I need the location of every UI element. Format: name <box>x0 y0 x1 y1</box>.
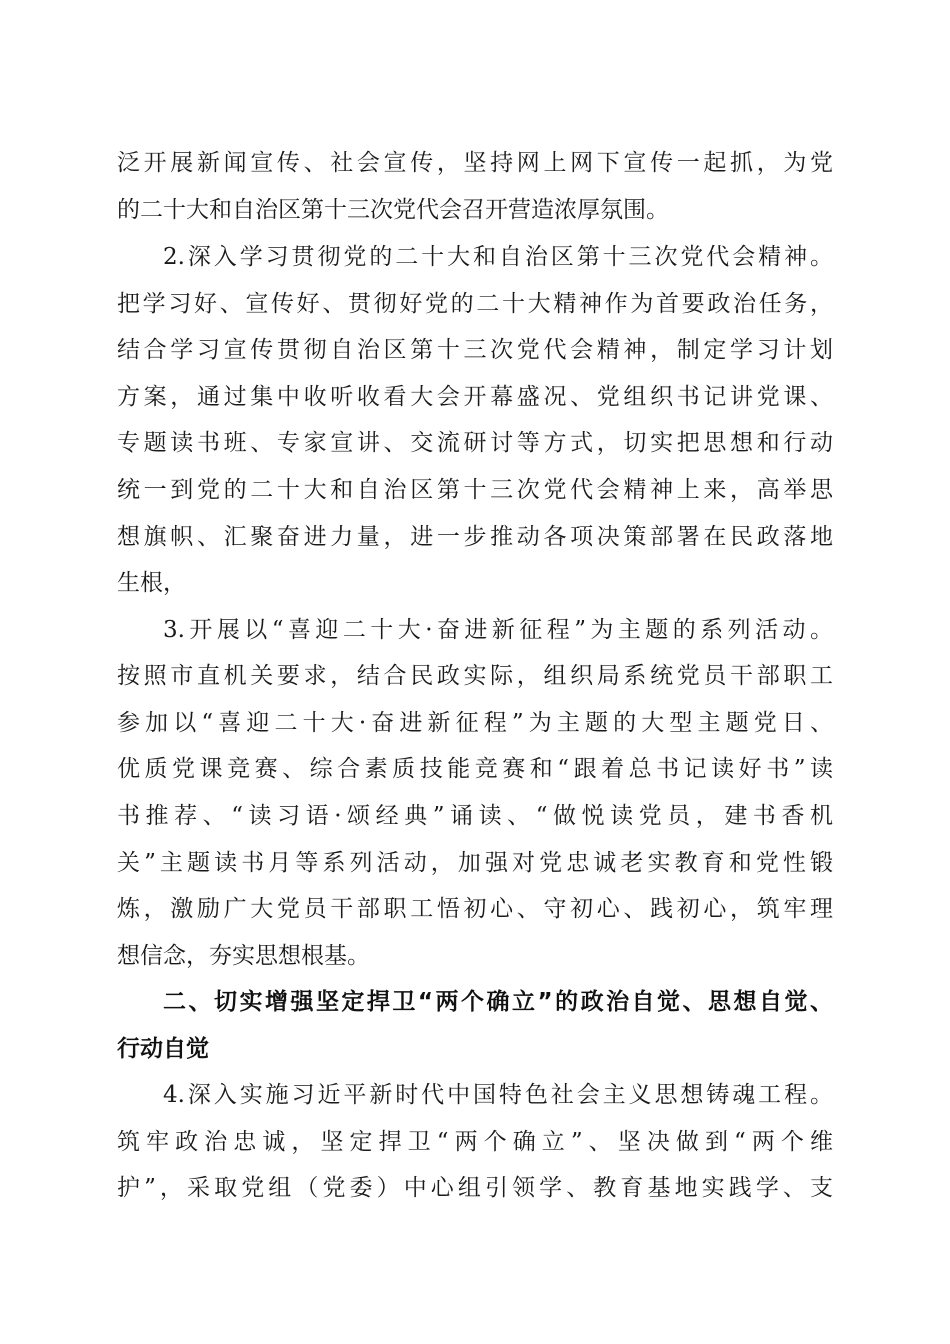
text-line: 炼，激励广大党员干部职工悟初心、守初心、践初心，筑牢理 <box>117 896 833 922</box>
text-line: 想信念，夯实思想根基。 <box>117 943 370 969</box>
text-line: 结合学习宣传贯彻自治区第十三次党代会精神，制定学习计划 <box>117 337 833 363</box>
text-line: 想旗帜、汇聚奋进力量，进一步推动各项决策部署在民政落地 <box>117 524 833 550</box>
text-line: 筑牢政治忠诚，坚定捍卫“两个确立”、坚决做到“两个维 <box>117 1129 833 1155</box>
text-line: 统一到党的二十大和自治区第十三次党代会精神上来，高举思 <box>117 477 833 503</box>
paragraph-2-heading-line: 2.深入学习贯彻党的二十大和自治区第十三次党代会精神。 <box>163 244 833 270</box>
text-line: 方案，通过集中收听收看大会开幕盛况、党组织书记讲党课、 <box>117 384 833 410</box>
paragraph-3-heading-line: 3.开展以“喜迎二十大·奋进新征程”为主题的系列活动。 <box>163 617 833 643</box>
text-line: 生根， <box>117 570 186 596</box>
text-line: 书推荐、“读习语·颂经典”诵读、“做悦读党员，建书香机 <box>117 803 833 829</box>
paragraph-4-heading-line: 4.深入实施习近平新时代中国特色社会主义思想铸魂工程。 <box>163 1082 833 1108</box>
text-line: 优质党课竞赛、综合素质技能竞赛和“跟着总书记读好书”读 <box>117 756 833 782</box>
text-line: 按照市直机关要求，结合民政实际，组织局系统党员干部职工 <box>117 663 833 689</box>
section-heading-continued: 行动自觉 <box>117 1036 209 1062</box>
text-line: 专题读书班、专家宣讲、交流研讨等方式，切实把思想和行动 <box>117 430 833 456</box>
text-line: 关”主题读书月等系列活动，加强对党忠诚老实教育和党性锻 <box>117 850 833 876</box>
section-heading: 二、切实增强坚定捍卫“两个确立”的政治自觉、思想自觉、 <box>163 989 833 1015</box>
text-line: 把学习好、宣传好、贯彻好党的二十大精神作为首要政治任务， <box>117 291 833 317</box>
text-line: 的二十大和自治区第十三次党代会召开营造浓厚氛围。 <box>117 197 669 223</box>
text-line: 泛开展新闻宣传、社会宣传，坚持网上网下宣传一起抓，为党 <box>117 150 833 176</box>
text-line: 参加以“喜迎二十大·奋进新征程”为主题的大型主题党日、 <box>117 710 833 736</box>
text-line: 护”，采取党组（党委）中心组引领学、教育基地实践学、支 <box>117 1175 833 1201</box>
